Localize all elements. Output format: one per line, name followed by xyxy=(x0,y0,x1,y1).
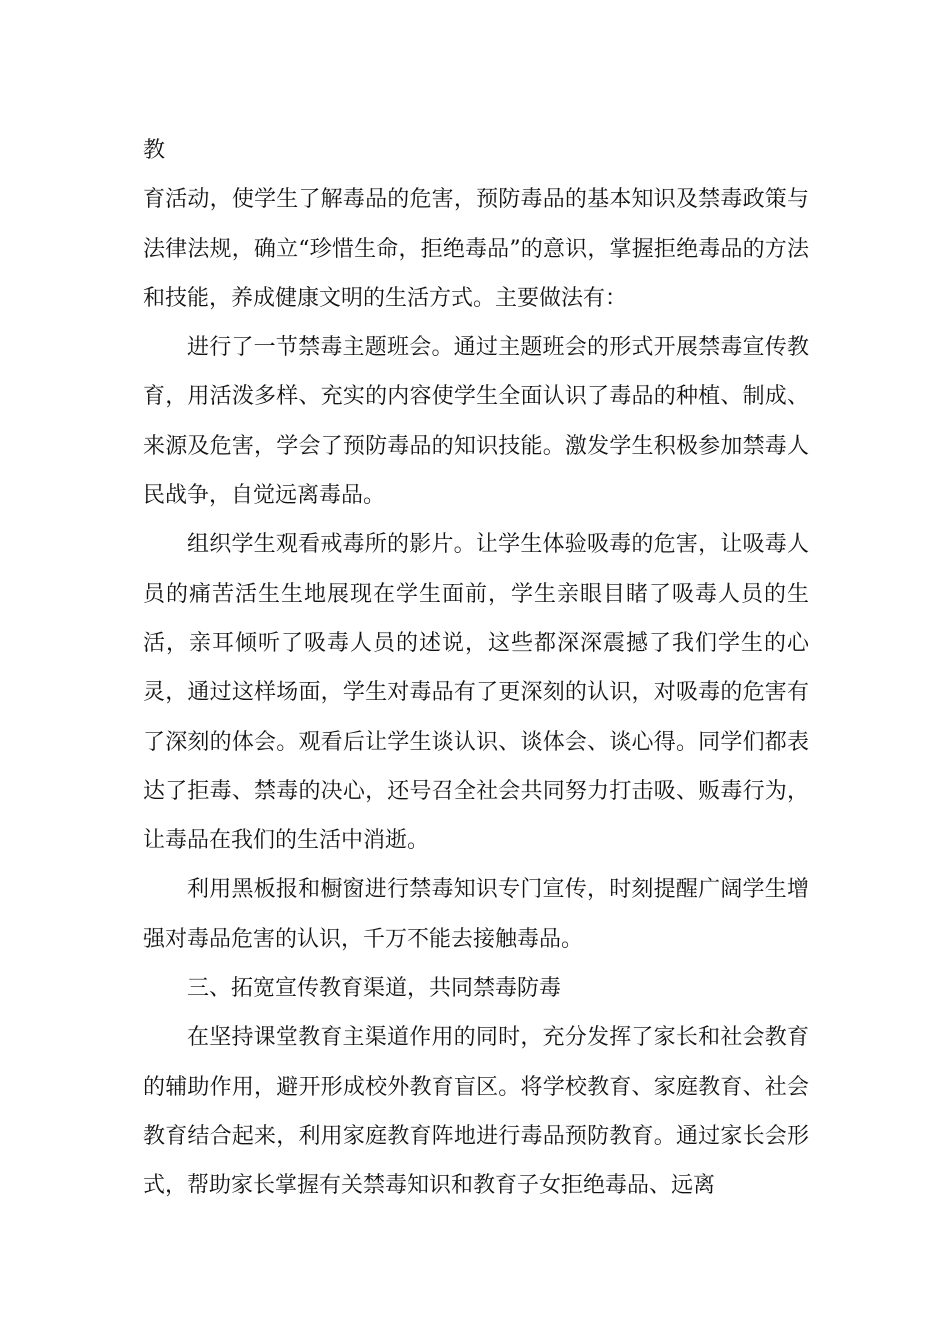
paragraph-rehab-film: 组织学生观看戒毒所的影片。让学生体验吸毒的危害，让吸毒人员的痛苦活生生地展现在学生面前，学生亲眼目睹了吸毒人员的生活，亲耳倾听了吸毒人员的述说，这些都深深震撼了我们学生的心灵，通过这样场面，学生对毒品有了更深刻的认识，对吸毒的危害有了深刻的体会。观看后让学生谈认识、谈体会、谈心得。同学们都表达了拒毒、禁毒的决心，还号召全社会共同努力打击吸、贩毒行为，让毒品在我们的生活中消逝。 xyxy=(143,532,809,854)
paragraph-blackboard-window: 利用黑板报和橱窗进行禁毒知识专门宣传，时刻提醒广阔学生增强对毒品危害的认识，千万不能去接触毒品。 xyxy=(143,877,809,952)
document-body xyxy=(143,126,809,1211)
paragraph-family-society-education: 在坚持课堂教育主渠道作用的同时，充分发挥了家长和社会教育的辅助作用，避开形成校外教育盲区。将学校教育、家庭教育、社会教育结合起来，利用家庭教育阵地进行毒品预防教育。通过家长会形式，帮助家长掌握有关禁毒知识和教育子女拒绝毒品、远离 xyxy=(143,1025,809,1199)
paragraph-theme-class-meeting: 进行了一节禁毒主题班会。通过主题班会的形式开展禁毒宣传教育，用活泼多样、充实的内容使学生全面认识了毒品的种植、制成、来源及危害，学会了预防毒品的知识技能。激发学生积极参加禁毒人民战争，自觉远离毒品。 xyxy=(143,335,809,509)
paragraph-education-activities: 育活动，使学生了解毒品的危害，预防毒品的基本知识及禁毒政策与法律法规，确立“珍惜生命，拒绝毒品”的意识，掌握拒绝毒品的方法和技能，养成健康文明的生活方式。主要做法有： xyxy=(143,187,809,311)
paragraph-fragment-jiao: 教 xyxy=(143,138,166,163)
section-heading-three: 三、拓宽宣传教育渠道，共同禁毒防毒 xyxy=(187,976,562,1002)
